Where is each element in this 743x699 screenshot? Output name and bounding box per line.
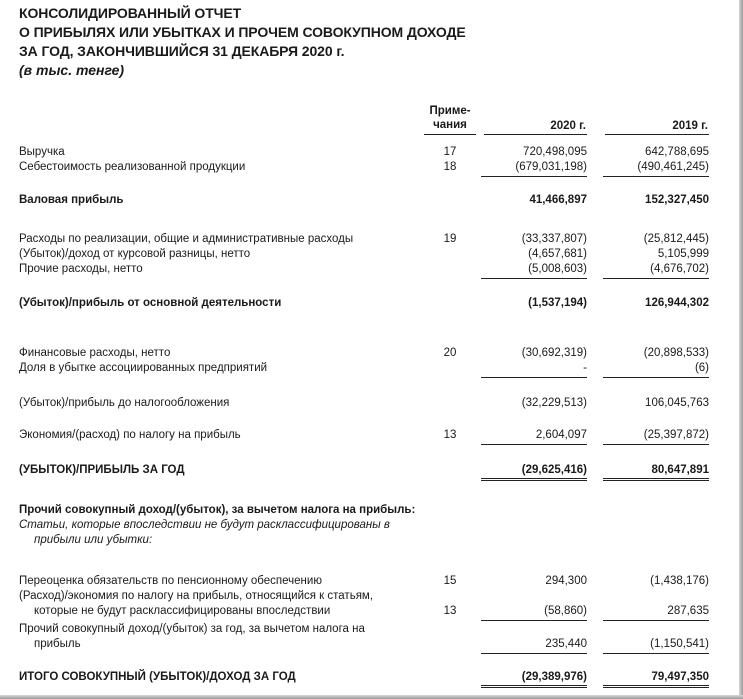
rule-associates-2020 <box>481 377 587 378</box>
rule-cost-2019 <box>603 176 709 177</box>
row-value-2019: (25,397,872) <box>643 429 709 441</box>
report-title-line-1: КОНСОЛИДИРОВАННЫЙ ОТЧЕТ <box>19 5 242 21</box>
row-value-2020: (30,692,319) <box>521 347 587 359</box>
row-value-2020: (1,537,194) <box>528 297 587 309</box>
row-label: (Расход)/экономия по налогу на прибыль, относящийся к статьям, <box>19 590 374 602</box>
row-note: 13 <box>443 605 457 617</box>
double-rule-net-2019 <box>603 478 709 481</box>
double-rule-total-2019 <box>603 685 709 688</box>
row-label: Прочий совокупный доход/(убыток), за вычетом налога на прибыль: <box>19 504 416 516</box>
row-label: Статьи, которые впоследствии не будут расклассифицированы в <box>19 519 390 531</box>
row-note: 20 <box>443 347 457 359</box>
row-value-2020: (5,008,603) <box>528 263 587 275</box>
row-label: Переоценка обязательств по пенсионному обеспечению <box>19 575 322 587</box>
rule-tax-2019 <box>603 444 709 445</box>
row-label: Финансовые расходы, нетто <box>19 347 171 359</box>
row-note: 19 <box>443 233 457 245</box>
row-value-2019: (25,812,445) <box>643 233 709 245</box>
row-label: Прочие расходы, нетто <box>19 263 143 275</box>
row-value-2020: (679,031,198) <box>515 161 587 173</box>
row-label: Экономия/(расход) по налогу на прибыль <box>19 429 241 441</box>
rule-other-2019 <box>603 278 709 279</box>
row-value-2019: 106,045,763 <box>645 397 709 409</box>
header-rule-2019 <box>605 134 709 135</box>
page-right-edge <box>739 0 743 699</box>
row-value-2020: 2,604,097 <box>535 429 587 441</box>
row-value-2020: 235,440 <box>545 638 587 650</box>
rule-oci-tax-2020 <box>481 620 587 621</box>
row-value-2020: (32,229,513) <box>521 397 587 409</box>
rule-oci-total-2020 <box>481 653 587 654</box>
report-title-line-3: ЗА ГОД, ЗАКОНЧИВШИЙСЯ 31 ДЕКАБРЯ 2020 г. <box>19 43 345 59</box>
report-title-line-2: О ПРИБЫЛЯХ ИЛИ УБЫТКАХ И ПРОЧЕМ СОВОКУПНОМ ДОХОДЕ <box>19 24 466 40</box>
row-value-2020: 720,498,095 <box>523 146 587 158</box>
row-value-2020: (58,860) <box>544 605 587 617</box>
row-value-2020: (33,337,807) <box>521 233 587 245</box>
rule-oci-tax-2019 <box>603 620 709 621</box>
page-bottom-edge <box>0 695 743 699</box>
row-value-2019: (1,150,541) <box>650 638 709 650</box>
row-label: Доля в убытке ассоциированных предприятий <box>19 362 268 374</box>
row-label: Прочий совокупный доход/(убыток) за год, за вычетом налога на <box>19 623 365 635</box>
row-label: (Убыток)/доход от курсовой разницы, нетто <box>19 248 251 260</box>
row-label: которые не будут расклассифицированы впоследствии <box>34 605 331 617</box>
row-note: 17 <box>443 146 457 158</box>
row-value-2019: (1,438,176) <box>650 575 709 587</box>
row-value-2019: 642,788,695 <box>645 146 709 158</box>
row-value-2020: 41,466,897 <box>529 194 587 206</box>
row-value-2020: 294,300 <box>545 575 587 587</box>
row-value-2020: (29,625,416) <box>521 464 587 476</box>
row-note: 18 <box>443 161 457 173</box>
row-value-2019: 126,944,302 <box>645 297 709 309</box>
row-value-2020: (29,389,976) <box>521 671 587 683</box>
row-value-2019: 5,105,999 <box>657 248 709 260</box>
report-unit: (в тыс. тенге) <box>19 62 125 78</box>
row-label: ИТОГО СОВОКУПНЫЙ (УБЫТОК)/ДОХОД ЗА ГОД <box>19 671 296 683</box>
notes-header-rule <box>424 134 476 135</box>
row-value-2019: (490,461,245) <box>637 161 709 173</box>
row-label: прибыль <box>34 638 81 650</box>
row-note: 15 <box>443 575 457 587</box>
column-header-2020: 2020 г. <box>550 120 586 132</box>
row-value-2019: 287,635 <box>667 605 709 617</box>
rule-other-2020 <box>481 278 587 279</box>
row-value-2019: (20,898,533) <box>643 347 709 359</box>
row-value-2019: (6) <box>694 362 709 374</box>
notes-header-line-2: чания <box>433 119 467 131</box>
double-rule-total-2020 <box>481 685 587 688</box>
row-label: (Убыток)/прибыль до налогообложения <box>19 397 230 409</box>
header-rule-2020 <box>484 134 587 135</box>
row-label: Себестоимость реализованной продукции <box>19 161 246 173</box>
column-header-2019: 2019 г. <box>672 120 708 132</box>
notes-column-header <box>420 104 480 132</box>
row-note: 13 <box>443 429 457 441</box>
row-value-2020: - <box>583 362 587 374</box>
notes-header-line-1: Приме- <box>429 105 471 117</box>
row-label: прибыли или убытки: <box>34 534 153 546</box>
row-value-2019: 79,497,350 <box>651 671 709 683</box>
double-rule-net-2020 <box>481 478 587 481</box>
row-label: Валовая прибыль <box>19 194 124 206</box>
rule-tax-2020 <box>481 444 587 445</box>
row-value-2020: (4,657,681) <box>528 248 587 260</box>
rule-cost-2020 <box>481 176 587 177</box>
rule-associates-2019 <box>603 377 709 378</box>
row-value-2019: 80,647,891 <box>651 464 709 476</box>
row-value-2019: 152,327,450 <box>645 194 709 206</box>
row-label: Выручка <box>19 146 65 158</box>
rule-oci-total-2019 <box>603 653 709 654</box>
row-value-2019: (4,676,702) <box>650 263 709 275</box>
report-header <box>19 4 466 80</box>
row-label: Расходы по реализации, общие и административные расходы <box>19 233 354 245</box>
row-label: (Убыток)/прибыль от основной деятельности <box>19 297 282 309</box>
row-label: (УБЫТОК)/ПРИБЫЛЬ ЗА ГОД <box>19 464 185 476</box>
